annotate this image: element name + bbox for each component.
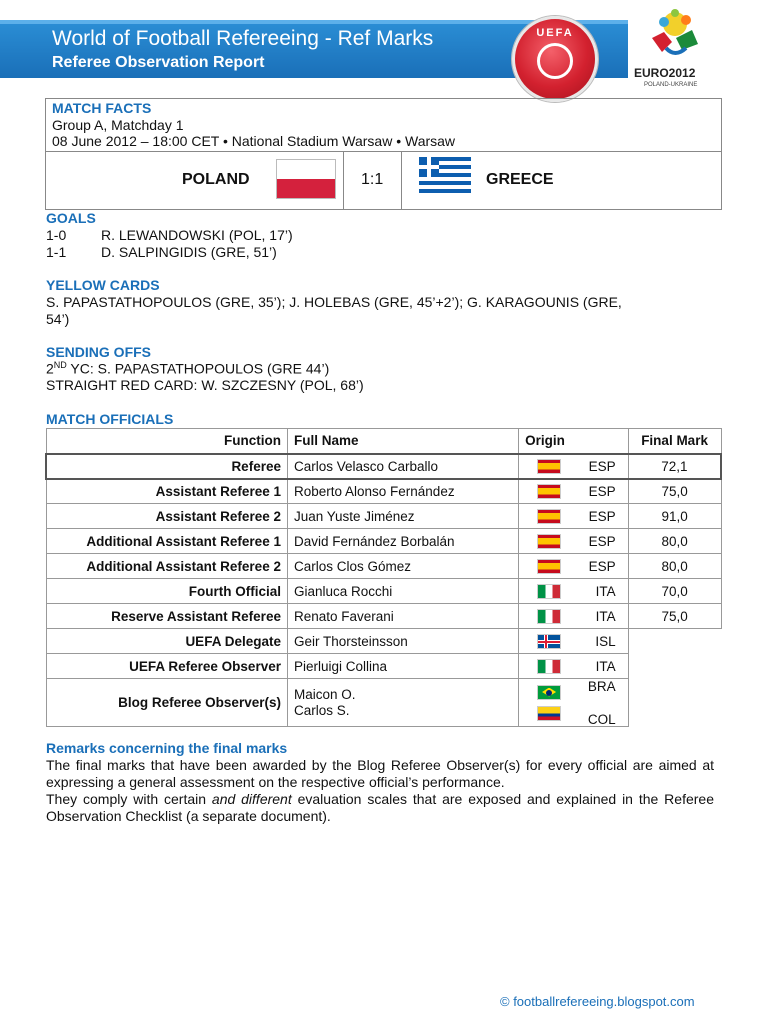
- remarks-paragraph-2: [46, 791, 714, 825]
- official-origin: [519, 529, 629, 554]
- goal-score-2: 1-1: [46, 244, 67, 260]
- sending-off-line-2: STRAIGHT RED CARD: W. SZCZESNY (POL, 68’): [46, 377, 364, 393]
- origin-code: ESP: [588, 533, 616, 549]
- origin-code: ISL: [595, 633, 616, 649]
- officials-table: [45, 428, 722, 727]
- official-name: Pierluigi Collina: [287, 654, 518, 679]
- remarks-title: Remarks concerning the final marks: [46, 740, 288, 756]
- colombia-flag-icon: [537, 706, 561, 721]
- official-name: Gianluca Rocchi: [287, 579, 518, 604]
- uefa-ball-icon: [537, 43, 573, 79]
- official-function: UEFA Referee Observer: [46, 654, 287, 679]
- official-origin: [519, 504, 629, 529]
- spain-flag-icon: [537, 509, 561, 524]
- spain-flag-icon: [537, 534, 561, 549]
- sending-off-ordinal: 2: [46, 360, 54, 377]
- origin-code: ESP: [588, 558, 616, 574]
- origin-code: ITA: [595, 658, 616, 674]
- uefa-logo-text: UEFA: [536, 27, 574, 39]
- origin-code: ESP: [588, 508, 616, 524]
- report-title: World of Football Refereeing - Ref Marks: [52, 27, 434, 50]
- table-row: [46, 529, 721, 554]
- euro2012-host-countries: POLAND-UKRAINE: [644, 82, 698, 88]
- table-row: [46, 579, 721, 604]
- origin-code: ITA: [595, 608, 616, 624]
- official-function: Assistant Referee 1: [46, 479, 287, 504]
- match-group: Group A, Matchday 1: [52, 117, 184, 133]
- yellow-cards-line-2: 54’): [46, 311, 70, 327]
- official-final-mark: 70,0: [628, 579, 721, 604]
- col-header-full-name: Full Name: [287, 429, 518, 454]
- spain-flag-icon: [537, 559, 561, 574]
- sending-offs-title: SENDING OFFS: [46, 344, 152, 360]
- poland-flag-icon: [276, 159, 336, 199]
- official-function: Referee: [46, 454, 287, 479]
- col-header-final-mark: Final Mark: [628, 429, 721, 454]
- official-name: Carlos Clos Gómez: [287, 554, 518, 579]
- blog-observer-origins: [519, 679, 629, 727]
- euro2012-logo: [628, 2, 724, 94]
- official-origin: [519, 629, 629, 654]
- official-function: UEFA Delegate: [46, 629, 287, 654]
- table-row: [46, 654, 721, 679]
- score-cell-right-border: [401, 151, 402, 209]
- yellow-cards-line-1: S. PAPASTATHOPOULOS (GRE, 35’); J. HOLEBAS (GRE, 45’+2’); G. KARAGOUNIS (GRE,: [46, 294, 622, 310]
- match-officials-title: MATCH OFFICIALS: [46, 411, 174, 427]
- official-function: Blog Referee Observer(s): [46, 679, 287, 727]
- report-subtitle: Referee Observation Report: [52, 54, 265, 71]
- official-function: Additional Assistant Referee 1: [46, 529, 287, 554]
- match-date-venue: 08 June 2012 – 18:00 CET • National Stadium Warsaw • Warsaw: [52, 133, 456, 149]
- origin-code: ESP: [588, 483, 616, 499]
- brazil-flag-icon: [537, 685, 561, 700]
- yellow-cards-title: YELLOW CARDS: [46, 277, 160, 293]
- sending-off-line-1: [46, 360, 329, 377]
- euro2012-emblem-icon: [642, 8, 708, 62]
- official-name: Renato Faverani: [287, 604, 518, 629]
- home-team-name: POLAND: [182, 171, 250, 188]
- origin-code: COL: [587, 711, 616, 727]
- official-function: Additional Assistant Referee 2: [46, 554, 287, 579]
- official-function: Reserve Assistant Referee: [46, 604, 287, 629]
- away-team-name: GREECE: [486, 171, 554, 188]
- col-header-origin: Origin: [519, 429, 629, 454]
- origin-code: ITA: [595, 583, 616, 599]
- table-row: [46, 454, 721, 479]
- official-origin: [519, 579, 629, 604]
- official-final-mark: 75,0: [628, 604, 721, 629]
- goal-score-1: 1-0: [46, 227, 67, 243]
- sending-off-ordinal-suffix: ND: [53, 360, 67, 370]
- italy-flag-icon: [537, 609, 561, 624]
- table-row: [46, 604, 721, 629]
- official-final-mark: 80,0: [628, 529, 721, 554]
- facts-divider: [46, 151, 721, 152]
- official-origin: [519, 554, 629, 579]
- goal-scorer-2: D. SALPINGIDIS (GRE, 51’): [101, 244, 277, 260]
- iceland-flag-icon: [537, 634, 561, 649]
- remarks-p2-emphasis: and different: [211, 791, 292, 807]
- official-origin: [519, 454, 629, 479]
- official-final-mark-empty: [628, 654, 721, 679]
- official-name: Carlos Velasco Carballo: [287, 454, 518, 479]
- table-row-blog-observers: [46, 679, 721, 727]
- official-final-mark: 72,1: [628, 454, 721, 479]
- blog-observer-name-2: Carlos S.: [293, 702, 350, 718]
- official-origin: [519, 654, 629, 679]
- goal-scorer-1: R. LEWANDOWSKI (POL, 17’): [101, 227, 293, 243]
- official-final-mark-empty: [628, 679, 721, 727]
- official-final-mark-empty: [628, 629, 721, 654]
- spain-flag-icon: [537, 484, 561, 499]
- origin-code: BRA: [587, 678, 616, 694]
- official-name: Roberto Alonso Fernández: [287, 479, 518, 504]
- greece-flag-icon: [419, 157, 471, 193]
- official-final-mark: 91,0: [628, 504, 721, 529]
- euro2012-wordmark: EURO2012: [634, 66, 696, 80]
- match-facts-box: [45, 98, 722, 210]
- blog-observer-name-1: Maicon O.: [293, 686, 356, 702]
- official-name: Geir Thorsteinsson: [287, 629, 518, 654]
- italy-flag-icon: [537, 584, 561, 599]
- remarks-p2-end: evaluation scales that are exposed and explained in the Referee Observation Checklist (a separate document).: [46, 791, 714, 824]
- table-row: [46, 554, 721, 579]
- score-cell-left-border: [343, 151, 344, 209]
- blog-observer-names: [287, 679, 518, 727]
- goals-title: GOALS: [46, 210, 96, 226]
- remarks-section: [46, 740, 714, 825]
- remarks-paragraph-1: The final marks that have been awarded by the Blog Referee Observer(s) for every official are aimed at expressing a general assessment on the respective official’s performance.: [46, 757, 714, 790]
- col-header-function: Function: [46, 429, 287, 454]
- remarks-p2-start: They comply with certain: [46, 791, 212, 807]
- italy-flag-icon: [537, 659, 561, 674]
- table-row: [46, 629, 721, 654]
- uefa-logo: [512, 16, 598, 102]
- officials-table-header: [46, 429, 721, 454]
- official-origin: [519, 604, 629, 629]
- match-facts-title: MATCH FACTS: [52, 100, 152, 116]
- spain-flag-icon: [537, 459, 561, 474]
- official-name: Juan Yuste Jiménez: [287, 504, 518, 529]
- table-row: [46, 504, 721, 529]
- origin-code: ESP: [588, 458, 616, 474]
- official-final-mark: 80,0: [628, 554, 721, 579]
- official-name: David Fernández Borbalán: [287, 529, 518, 554]
- sending-off-detail-1: YC: S. PAPASTATHOPOULOS (GRE 44’): [66, 360, 330, 377]
- footer-copyright-link[interactable]: © footballrefereeing.blogspot.com: [500, 994, 695, 1009]
- official-function: Assistant Referee 2: [46, 504, 287, 529]
- table-row: [46, 479, 721, 504]
- official-origin: [519, 479, 629, 504]
- official-function: Fourth Official: [46, 579, 287, 604]
- report-header: [0, 0, 768, 100]
- official-final-mark: 75,0: [628, 479, 721, 504]
- match-score: 1:1: [361, 171, 384, 188]
